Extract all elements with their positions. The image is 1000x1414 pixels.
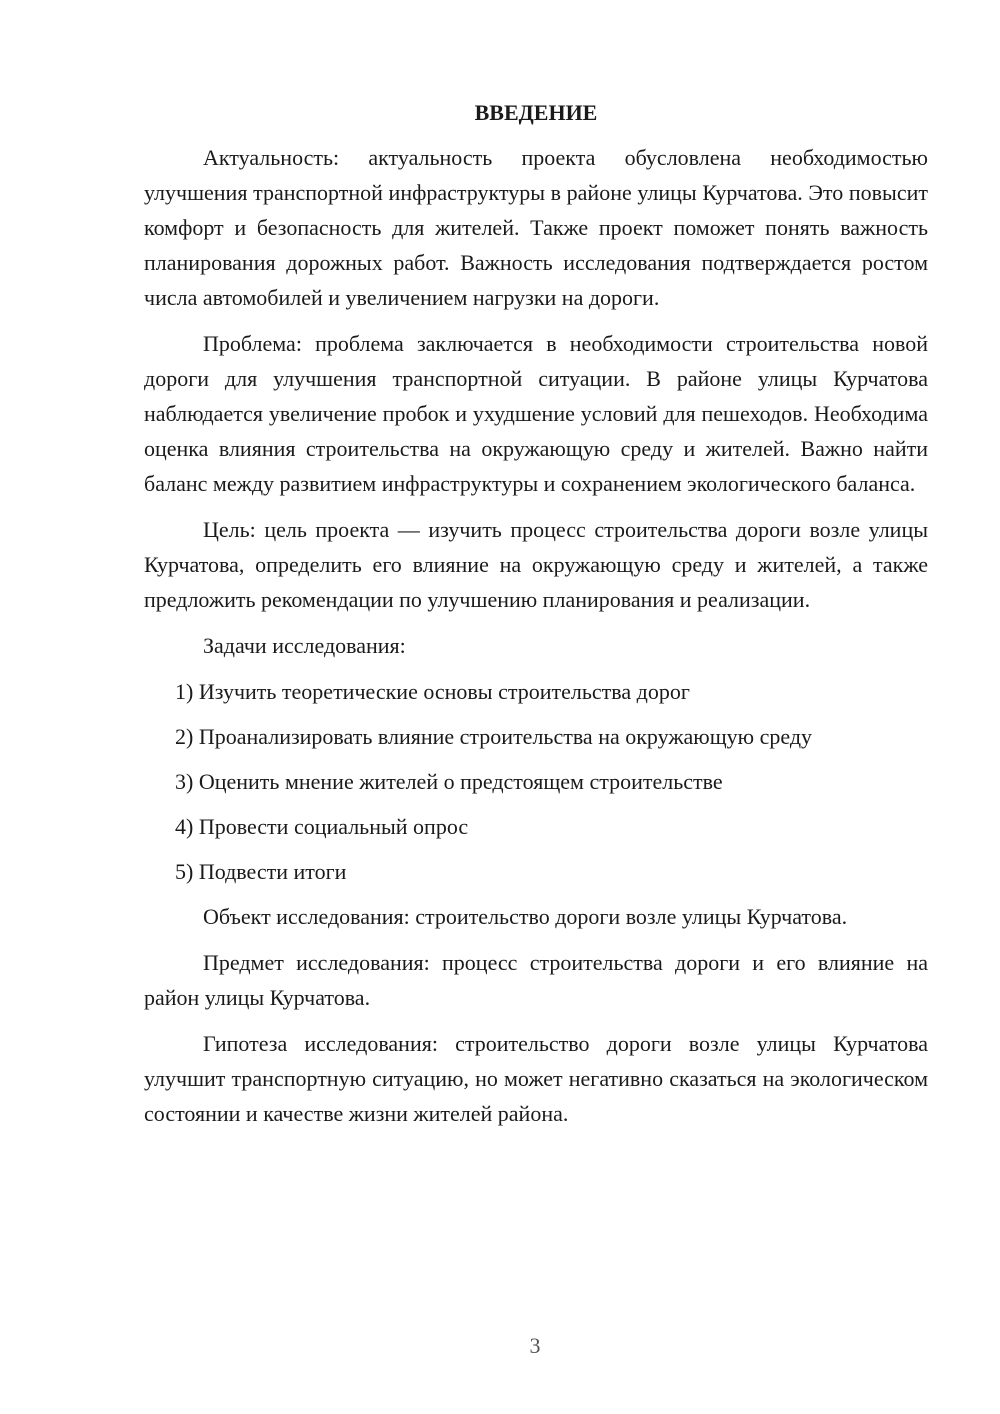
paragraph-problem: Проблема: проблема заключается в необходимости строительства новой дороги для улучшения транспортной ситуации. В районе улицы Курчатова наблюдается увеличение пробок и ухудшение условий для пешеходов. Необходима оценка влияния строительства на окружающую среду и жителей. Важно найти баланс между развитием инфраструктуры и сохранением экологического баланса.	[144, 331, 928, 496]
list-item: 4) Провести социальный опрос	[175, 814, 469, 839]
paragraph-object: Объект исследования: строительство дороги возле улицы Курчатова.	[203, 904, 848, 929]
section-title: ВВЕДЕНИЕ	[474, 100, 598, 125]
paragraph-relevance: Актуальность: актуальность проекта обусловлена необходимостью улучшения транспортной инфраструктуры в районе улицы Курчатова. Это повысит комфорт и безопасность для жителей. Также проект поможет понять важность планирования дорожных работ. Важность исследования подтверждается ростом числа автомобилей и увеличением нагрузки на дороги.	[144, 145, 928, 310]
list-item: 2) Проанализировать влияние строительства на окружающую среду	[175, 724, 813, 749]
page-number: 3	[529, 1333, 541, 1358]
tasks-list	[144, 674, 928, 889]
paragraph-hypothesis: Гипотеза исследования: строительство дороги возле улицы Курчатова улучшит транспортную ситуацию, но может негативно сказаться на экологическом состоянии и качестве жизни жителей района.	[144, 1031, 928, 1126]
document-page	[144, 95, 928, 1142]
list-item: 5) Подвести итоги	[175, 859, 347, 884]
tasks-heading: Задачи исследования:	[203, 633, 406, 658]
list-item: 1) Изучить теоретические основы строительства дорог	[175, 679, 690, 704]
paragraph-subject: Предмет исследования: процесс строительства дороги и его влияние на район улицы Курчатова.	[144, 950, 928, 1010]
paragraph-goal: Цель: цель проекта — изучить процесс строительства дороги возле улицы Курчатова, определить его влияние на окружающую среду и жителей, а также предложить рекомендации по улучшению планирования и реализации.	[144, 517, 928, 612]
list-item: 3) Оценить мнение жителей о предстоящем строительстве	[175, 769, 723, 794]
